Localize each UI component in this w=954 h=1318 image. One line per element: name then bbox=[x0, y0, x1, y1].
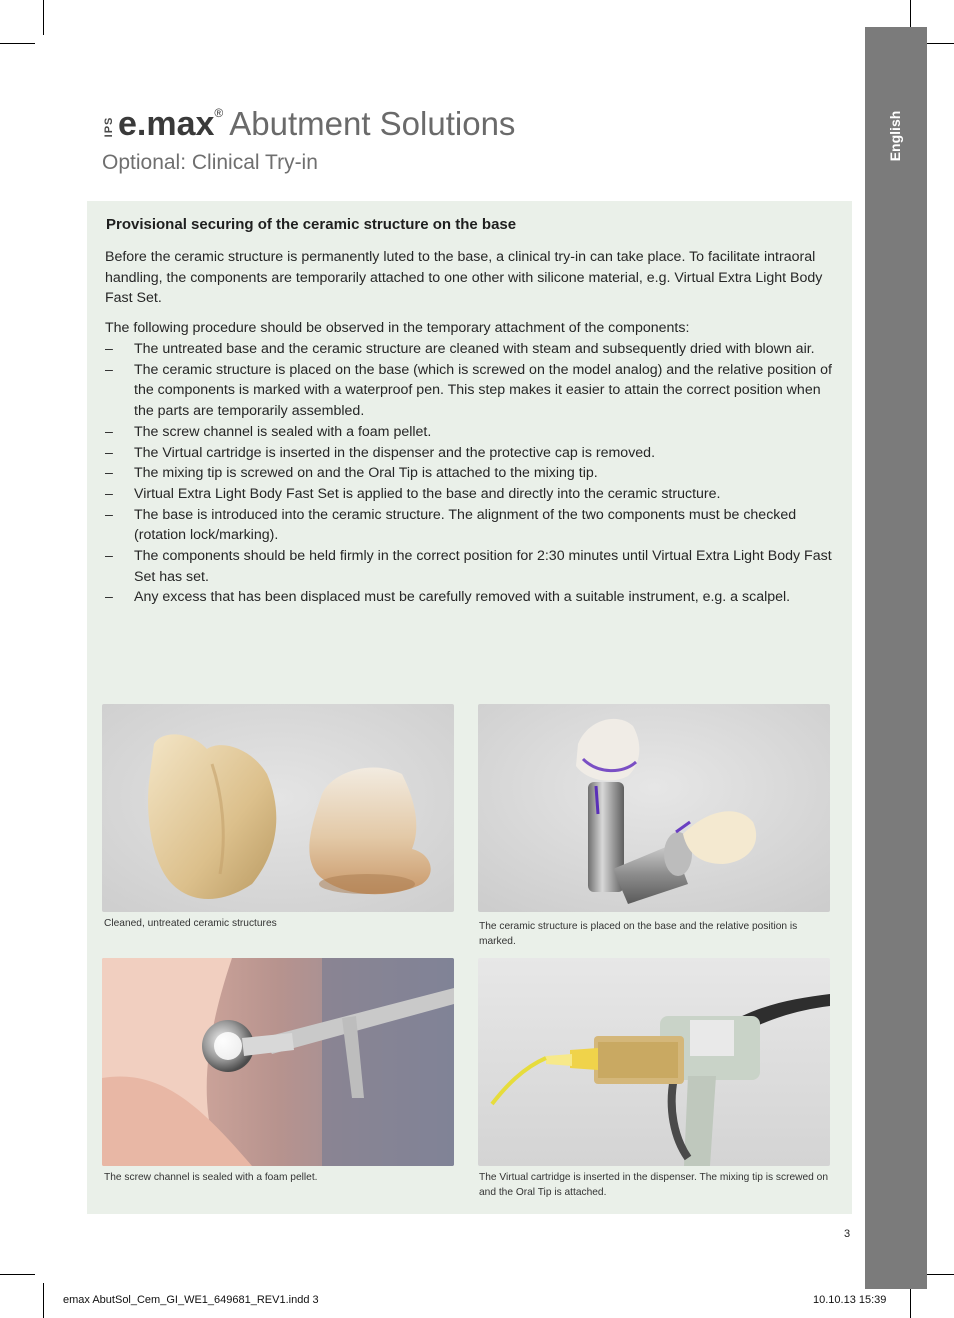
brand-name: e.max bbox=[118, 105, 215, 143]
photo-ceramic-structures bbox=[102, 704, 454, 912]
procedure-step bbox=[105, 546, 835, 587]
brand-prefix: IPS bbox=[103, 116, 115, 138]
procedure-step-text: The mixing tip is screwed on and the Oral Tip is attached to the mixing tip. bbox=[134, 465, 598, 482]
procedure-step-text: The Virtual cartridge is inserted in the dispenser and the protective cap is removed. bbox=[134, 444, 656, 461]
language-tab bbox=[865, 27, 927, 1289]
brand-logo bbox=[102, 100, 515, 144]
page-subtitle: Optional: Clinical Try-in bbox=[102, 151, 318, 174]
procedure-step bbox=[105, 484, 835, 505]
procedure-step bbox=[105, 422, 835, 443]
bullet-dash: – bbox=[105, 506, 113, 523]
procedure-step-text: The base is introduced into the ceramic structure. The alignment of the two components must be checked (rotation lock/marking). bbox=[134, 506, 797, 544]
intro-paragraph: Before the ceramic structure is permanently luted to the base, a clinical try-in can take place. To facilitate intraoral handling, the components are temporarily attached to one other with silicone material, e.g. Virtual Extra Light Body Fast Set. bbox=[105, 249, 823, 307]
section-heading: Provisional securing of the ceramic structure on the base bbox=[106, 216, 517, 233]
photo-structure-on-base bbox=[478, 704, 830, 912]
procedure-step bbox=[105, 587, 835, 608]
procedure-step-text: Any excess that has been displaced must be carefully removed with a suitable instrument, e.g. a scalpel. bbox=[134, 589, 791, 606]
procedure-step-text: The components should be held firmly in the correct position for 2:30 minutes until Virtual Extra Light Body Fast Set has set. bbox=[134, 548, 832, 585]
procedure-step bbox=[105, 463, 835, 484]
bullet-dash: – bbox=[105, 548, 113, 565]
bullet-dash: – bbox=[105, 589, 113, 606]
procedure-step bbox=[105, 505, 835, 546]
photo-foam-pellet bbox=[102, 958, 454, 1166]
bullet-dash: – bbox=[105, 361, 113, 378]
language-tab-label: English bbox=[887, 110, 903, 162]
procedure-step bbox=[105, 443, 835, 464]
procedure-step bbox=[105, 339, 835, 360]
page-number: 3 bbox=[844, 1228, 851, 1240]
procedure-step bbox=[105, 360, 835, 422]
crop-mark bbox=[0, 1274, 35, 1275]
photo-dispenser bbox=[478, 958, 830, 1166]
procedure-step-text: The screw channel is sealed with a foam pellet. bbox=[134, 423, 432, 440]
bullet-dash: – bbox=[105, 485, 113, 502]
brand-mark: ® bbox=[214, 106, 224, 120]
figure-caption: The Virtual cartridge is inserted in the dispenser. The mixing tip is screwed on and the Oral Tip is attached. bbox=[479, 1172, 829, 1198]
footer-timestamp: 10.10.13 15:39 bbox=[813, 1294, 887, 1306]
footer-file-name: emax AbutSol_Cem_GI_WE1_649681_REV1.indd 3 bbox=[63, 1294, 319, 1306]
bullet-dash: – bbox=[105, 341, 113, 357]
procedure-step-text: Virtual Extra Light Body Fast Set is applied to the base and directly into the ceramic structure. bbox=[134, 485, 721, 502]
bullet-dash: – bbox=[105, 423, 113, 440]
figure-caption: Cleaned, untreated ceramic structures bbox=[104, 918, 277, 929]
figure-caption: The ceramic structure is placed on the base and the relative position is marked. bbox=[479, 921, 798, 947]
crop-mark bbox=[43, 1283, 44, 1318]
procedure-step-text: The untreated base and the ceramic structure are cleaned with steam and subsequently dried with blown air. bbox=[134, 341, 815, 357]
page-title: Abutment Solutions bbox=[229, 105, 516, 142]
figure-caption: The screw channel is sealed with a foam pellet. bbox=[104, 1172, 318, 1183]
procedure-lead: The following procedure should be observed in the temporary attachment of the components: bbox=[105, 320, 690, 336]
crop-mark bbox=[0, 43, 35, 44]
procedure-step-text: The ceramic structure is placed on the base (which is screwed on the model analog) and the relative position of the components is marked with a waterproof pen. This step makes it easier to attain the correct position when the parts are temporarily assembled. bbox=[134, 361, 832, 420]
procedure-steps bbox=[105, 339, 835, 608]
crop-mark bbox=[43, 0, 44, 35]
bullet-dash: – bbox=[105, 465, 113, 482]
bullet-dash: – bbox=[105, 444, 113, 461]
